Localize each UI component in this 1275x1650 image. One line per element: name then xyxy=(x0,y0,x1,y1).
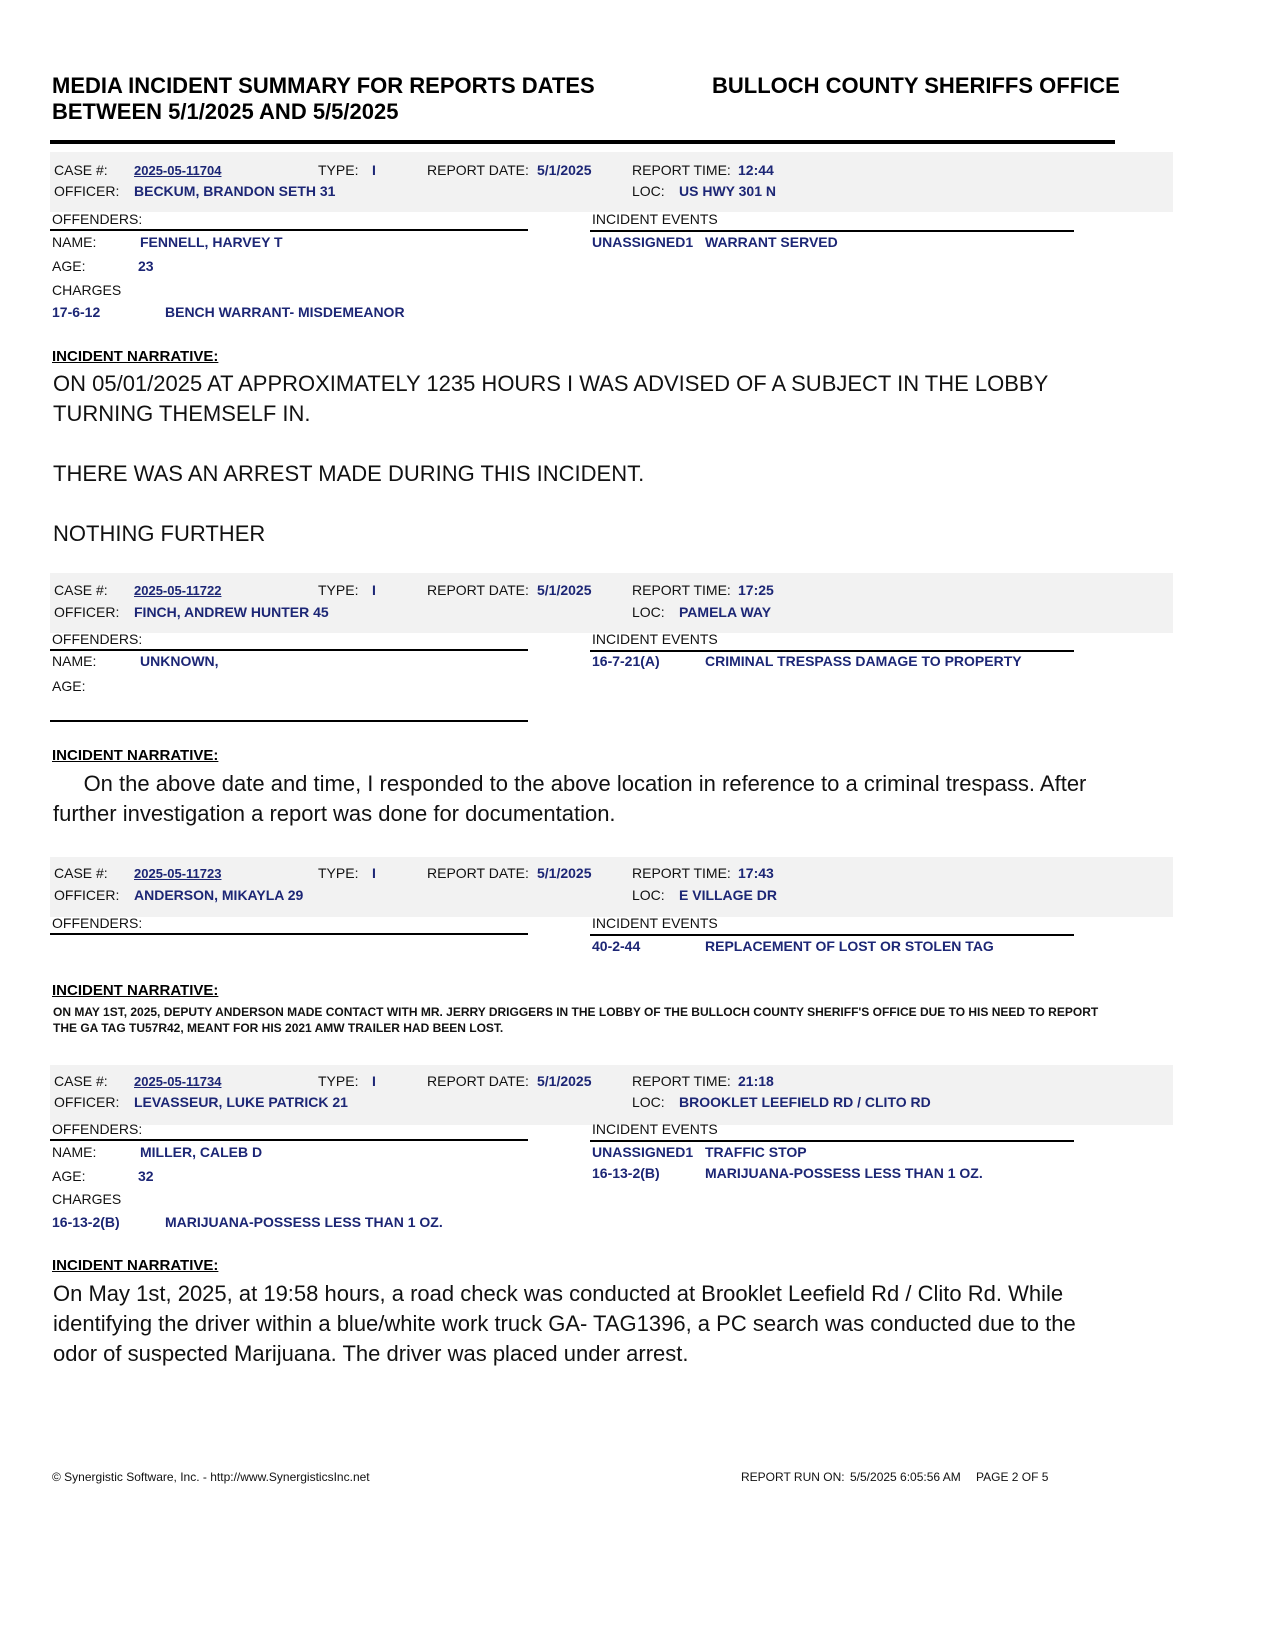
loc-label: LOC: xyxy=(632,887,665,903)
offenders-label: OFFENDERS: xyxy=(52,211,143,227)
report-date-value: 5/1/2025 xyxy=(537,582,592,598)
offenders-rule xyxy=(50,649,528,651)
event-description: TRAFFIC STOP xyxy=(705,1144,807,1160)
offenders-rule xyxy=(50,229,528,231)
type-label: TYPE: xyxy=(318,162,359,178)
agency-name: BULLOCH COUNTY SHERIFFS OFFICE xyxy=(712,73,1120,98)
events-rule xyxy=(590,230,1074,232)
report-date-value: 5/1/2025 xyxy=(537,1073,592,1089)
case-header-band xyxy=(50,573,1173,633)
offender-name: MILLER, CALEB D xyxy=(140,1144,263,1160)
charge-code: 17-6-12 xyxy=(52,304,101,320)
footer-copyright: © Synergistic Software, Inc. - http://www.SynergisticsInc.net xyxy=(52,1470,370,1484)
case-header-band xyxy=(50,152,1173,212)
incident-events-label: INCIDENT EVENTS xyxy=(592,915,718,931)
report-date-label: REPORT DATE: xyxy=(427,865,529,881)
report-date-label: REPORT DATE: xyxy=(427,1073,529,1089)
loc-label: LOC: xyxy=(632,1094,665,1110)
offender-name: FENNELL, HARVEY T xyxy=(140,234,283,250)
charge-code: 16-13-2(B) xyxy=(52,1214,120,1230)
report-time-value: 17:43 xyxy=(738,865,774,881)
offender-age: 23 xyxy=(138,258,154,274)
event-description: WARRANT SERVED xyxy=(705,234,838,250)
event-code: UNASSIGNED1 xyxy=(592,1144,694,1160)
officer-value: LEVASSEUR, LUKE PATRICK 21 xyxy=(134,1094,348,1110)
report-date-value: 5/1/2025 xyxy=(537,162,592,178)
loc-value: E VILLAGE DR xyxy=(679,887,778,903)
events-rule xyxy=(590,650,1074,652)
charge-description: MARIJUANA-POSSESS LESS THAN 1 OZ. xyxy=(165,1214,443,1230)
footer-page-number: PAGE 2 OF 5 xyxy=(976,1470,1049,1484)
type-value: I xyxy=(372,1073,376,1089)
offenders-label: OFFENDERS: xyxy=(52,915,143,931)
event-code: 40-2-44 xyxy=(592,938,641,954)
case-label: CASE #: xyxy=(54,162,108,178)
offenders-rule xyxy=(50,933,528,935)
report-date-label: REPORT DATE: xyxy=(427,582,529,598)
charges-label: CHARGES xyxy=(52,282,122,298)
officer-label: OFFICER: xyxy=(54,183,120,199)
type-value: I xyxy=(372,162,376,178)
events-rule xyxy=(590,1140,1074,1142)
incident-events-label: INCIDENT EVENTS xyxy=(592,631,718,647)
officer-value: BECKUM, BRANDON SETH 31 xyxy=(134,183,336,199)
narrative-text: On May 1st, 2025, at 19:58 hours, a road check was conducted at Brooklet Leefield Rd / Clito Rd. While identifying the driver within a blue/white work truck GA- TAG1396, a PC search was conducted due to the odor of suspected Marijuana. The driver was placed under arrest. xyxy=(53,1281,1082,1366)
event-code: UNASSIGNED1 xyxy=(592,234,694,250)
event-code: 16-7-21(A) xyxy=(592,653,660,669)
type-value: I xyxy=(372,865,376,881)
event-code: 16-13-2(B) xyxy=(592,1165,660,1181)
report-date-label: REPORT DATE: xyxy=(427,162,529,178)
narrative-title: INCIDENT NARRATIVE: xyxy=(52,348,219,365)
age-label: AGE: xyxy=(52,258,86,274)
report-title-line1: MEDIA INCIDENT SUMMARY FOR REPORTS DATES xyxy=(52,73,595,98)
footer-run-on-value: 5/5/2025 6:05:56 AM xyxy=(850,1470,961,1484)
case-number-link[interactable]: 2025-05-11734 xyxy=(134,1074,222,1089)
offenders-label: OFFENDERS: xyxy=(52,1121,143,1137)
charges-label: CHARGES xyxy=(52,1191,122,1207)
report-time-value: 12:44 xyxy=(738,162,774,178)
events-rule xyxy=(590,934,1074,936)
narrative-title: INCIDENT NARRATIVE: xyxy=(52,1257,219,1274)
officer-label: OFFICER: xyxy=(54,604,120,620)
name-label: NAME: xyxy=(52,234,97,250)
case-number-link[interactable]: 2025-05-11722 xyxy=(134,583,222,598)
report-date-value: 5/1/2025 xyxy=(537,865,592,881)
case-label: CASE #: xyxy=(54,1073,108,1089)
report-time-label: REPORT TIME: xyxy=(632,1073,731,1089)
narrative-text: On the above date and time, I responded to the above location in reference to a criminal trespass. After further investigation a report was done for documentation. xyxy=(53,771,1093,826)
officer-value: FINCH, ANDREW HUNTER 45 xyxy=(134,604,329,620)
offenders-label: OFFENDERS: xyxy=(52,631,143,647)
report-time-value: 17:25 xyxy=(738,582,774,598)
officer-label: OFFICER: xyxy=(54,887,120,903)
type-label: TYPE: xyxy=(318,1073,359,1089)
narrative-text: ON MAY 1ST, 2025, DEPUTY ANDERSON MADE CONTACT WITH MR. JERRY DRIGGERS IN THE LOBBY OF THE BULLOCH COUNTY SHERIFF'S OFFICE DUE TO HIS NEED TO REPORT THE GA TAG TU57R42, MEANT FOR HIS 2021 AMW TRAILER HAD BEEN LOST. xyxy=(53,1005,1099,1035)
report-time-label: REPORT TIME: xyxy=(632,865,731,881)
type-value: I xyxy=(372,582,376,598)
age-label: AGE: xyxy=(52,678,86,694)
officer-label: OFFICER: xyxy=(54,1094,120,1110)
footer-run-on-label: REPORT RUN ON: xyxy=(741,1470,845,1484)
offenders-rule xyxy=(50,1139,528,1141)
event-description: REPLACEMENT OF LOST OR STOLEN TAG xyxy=(705,938,994,954)
type-label: TYPE: xyxy=(318,865,359,881)
report-time-value: 21:18 xyxy=(738,1073,774,1089)
narrative-title: INCIDENT NARRATIVE: xyxy=(52,982,219,999)
incident-events-label: INCIDENT EVENTS xyxy=(592,211,718,227)
report-time-label: REPORT TIME: xyxy=(632,582,731,598)
report-title-line2: BETWEEN 5/1/2025 AND 5/5/2025 xyxy=(52,99,399,124)
offender-name: UNKNOWN, xyxy=(140,653,219,669)
event-description: MARIJUANA-POSSESS LESS THAN 1 OZ. xyxy=(705,1165,983,1181)
offender-age: 32 xyxy=(138,1168,154,1184)
name-label: NAME: xyxy=(52,653,97,669)
loc-label: LOC: xyxy=(632,604,665,620)
header-rule xyxy=(50,140,1115,144)
narrative-text: ON 05/01/2025 AT APPROXIMATELY 1235 HOURS I WAS ADVISED OF A SUBJECT IN THE LOBBY TURNING THEMSELF IN. THERE WAS AN ARREST MADE DURING THIS INCIDENT. NOTHING FURTHER xyxy=(53,371,1048,546)
offenders-bottom-rule xyxy=(50,720,528,722)
loc-label: LOC: xyxy=(632,183,665,199)
narrative-title: INCIDENT NARRATIVE: xyxy=(52,747,219,764)
type-label: TYPE: xyxy=(318,582,359,598)
officer-value: ANDERSON, MIKAYLA 29 xyxy=(134,887,304,903)
case-number-link[interactable]: 2025-05-11723 xyxy=(134,866,222,881)
charge-description: BENCH WARRANT- MISDEMEANOR xyxy=(165,304,405,320)
report-title xyxy=(52,73,595,125)
case-label: CASE #: xyxy=(54,582,108,598)
case-label: CASE #: xyxy=(54,865,108,881)
name-label: NAME: xyxy=(52,1144,97,1160)
case-number-link[interactable]: 2025-05-11704 xyxy=(134,163,222,178)
loc-value: BROOKLET LEEFIELD RD / CLITO RD xyxy=(679,1094,931,1110)
report-time-label: REPORT TIME: xyxy=(632,162,731,178)
incident-events-label: INCIDENT EVENTS xyxy=(592,1121,718,1137)
event-description: CRIMINAL TRESPASS DAMAGE TO PROPERTY xyxy=(705,653,1022,669)
loc-value: PAMELA WAY xyxy=(679,604,772,620)
age-label: AGE: xyxy=(52,1168,86,1184)
loc-value: US HWY 301 N xyxy=(679,183,776,199)
